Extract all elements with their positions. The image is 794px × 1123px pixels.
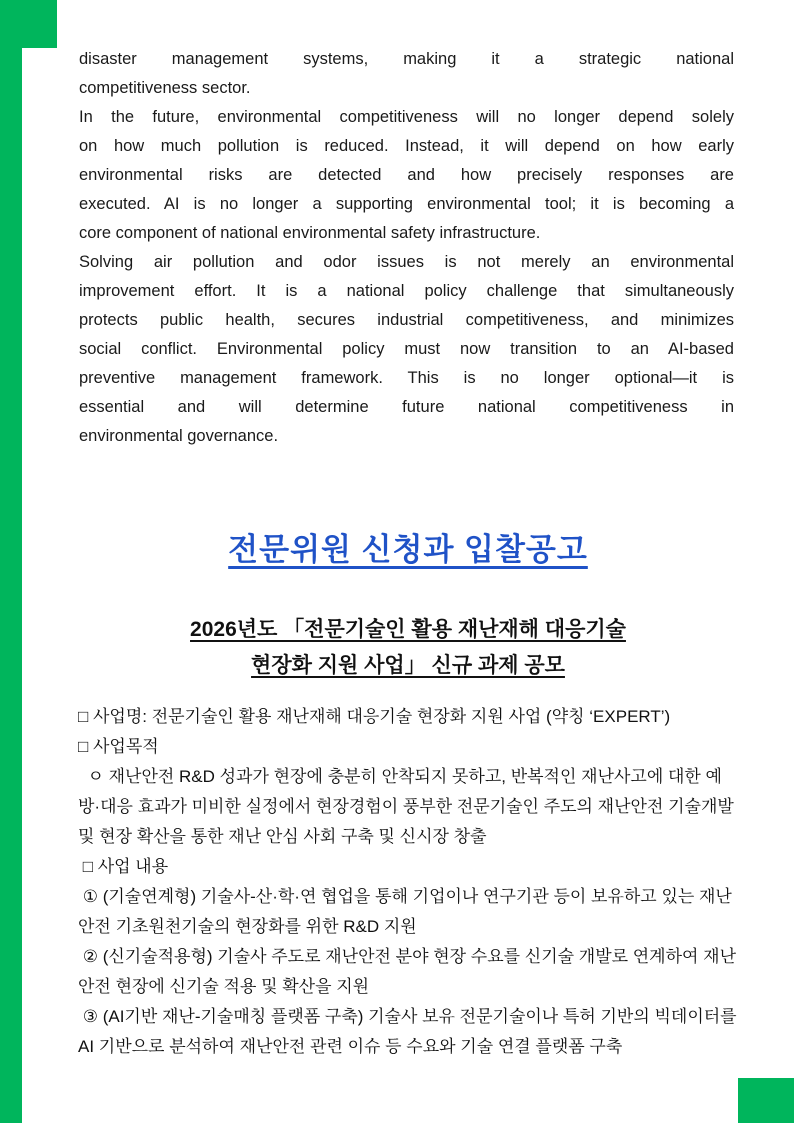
korean-text-paragraph: □ 사업명: 전문기술인 활용 재난재해 대응기술 현장화 지원 사업 (약칭 ‘EXPERT’)	[78, 707, 671, 726]
korean-text-paragraph: ㅇ 재난안전 R&D 성과가 현장에 충분히 안착되지 못하고, 반복적인 재난사고에 대한 예방·대응 효과가 미비한 실정에서 현장경험이 풍부한 전문기술인 주도의 재난안전 기술개발 및 현장 확산을 통한 재난 안심 사회 구축 및 신시장 창출	[78, 767, 739, 846]
korean-text-paragraph: ② (신기술적용형) 기술사 주도로 재난안전 분야 현장 수요를 신기술 개발로 연계하여 재난안전 현장에 신기술 적용 및 확산을 지원	[78, 947, 737, 996]
korean-text-paragraph: ③ (AI기반 재난-기술매칭 플랫폼 구축) 기술사 보유 전문기술이나 특허 기반의 빅데이터를 AI 기반으로 분석하여 재난안전 관련 이슈 등 수요와 기술 연결 플랫폼 구축	[78, 1007, 742, 1056]
korean-body	[78, 702, 742, 1062]
english-text-line: on how much pollution is reduced. Instead, it will depend on how early	[79, 137, 734, 155]
english-text-line: environmental risks are detected and how precisely responses are	[79, 166, 734, 184]
english-text-line: protects public health, secures industrial competitiveness, and minimizes	[79, 311, 734, 329]
english-text-line: competitiveness sector.	[79, 79, 251, 97]
notice-title[interactable]	[78, 524, 738, 569]
english-text-line: executed. AI is no longer a supporting environmental tool; it is becoming a	[79, 195, 734, 213]
announcement-title-line1: 2026년도 「전문기술인 활용 재난재해 대응기술	[190, 618, 626, 641]
english-text-line: essential and will determine future national competitiveness in	[79, 398, 734, 416]
english-text-line: core component of national environmental safety infrastructure.	[79, 224, 541, 242]
english-text-line: social conflict. Environmental policy must now transition to an AI-based	[79, 340, 734, 358]
announcement-title-line2: 현장화 지원 사업」 신규 과제 공모	[251, 654, 565, 677]
korean-text-paragraph: □ 사업 내용	[78, 857, 169, 876]
english-text-line: preventive management framework. This is no longer optional—it is	[79, 369, 734, 387]
announcement-title	[78, 612, 738, 684]
left-border-accent	[0, 0, 22, 1123]
english-paragraphs	[79, 45, 734, 451]
english-text-line: Solving air pollution and odor issues is not merely an environmental	[79, 253, 734, 271]
english-text-line: environmental governance.	[79, 427, 279, 445]
korean-text-paragraph: □ 사업목적	[78, 737, 159, 756]
korean-text-paragraph: ① (기술연계형) 기술사-산·학·연 협업을 통해 기업이나 연구기관 등이 보유하고 있는 재난안전 기초원천기술의 현장화를 위한 R&D 지원	[78, 887, 732, 936]
bottom-right-accent-square	[738, 1078, 794, 1123]
english-text-line: disaster management systems, making it a strategic national	[79, 50, 734, 68]
top-left-accent-square	[0, 0, 57, 48]
english-text-line: improvement effort. It is a national policy challenge that simultaneously	[79, 282, 734, 300]
notice-title-text[interactable]: 전문위원 신청과 입찰공고	[228, 532, 588, 567]
english-text-line: In the future, environmental competitiveness will no longer depend solely	[79, 108, 734, 126]
